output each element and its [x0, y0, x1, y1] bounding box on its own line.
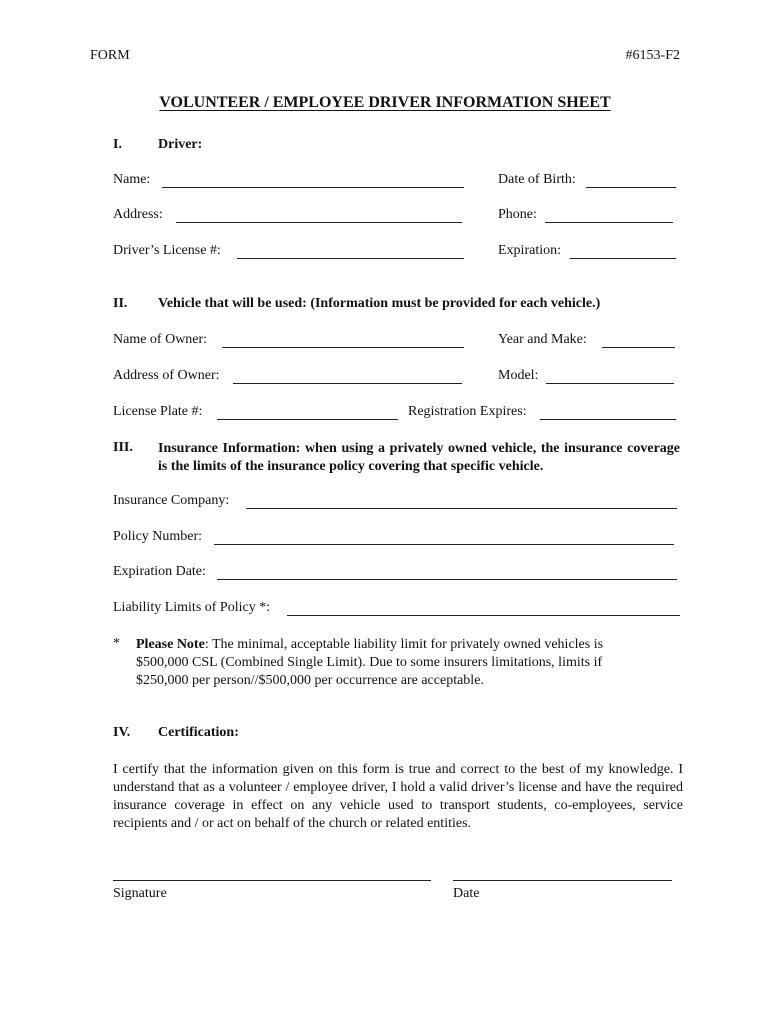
- section-4-numeral: IV.: [113, 725, 131, 740]
- year-make-field[interactable]: [602, 347, 675, 348]
- date-field[interactable]: [453, 880, 672, 881]
- section-1-heading: Driver:: [158, 137, 203, 152]
- owner-name-label: Name of Owner:: [113, 332, 208, 347]
- plate-label: License Plate #:: [113, 404, 203, 419]
- license-label: Driver’s License #:: [113, 243, 221, 258]
- section-3-numeral: III.: [113, 440, 133, 455]
- owner-name-field[interactable]: [222, 347, 464, 348]
- dob-field[interactable]: [586, 187, 676, 188]
- address-field[interactable]: [176, 222, 462, 223]
- expiration-label: Expiration:: [498, 243, 561, 258]
- please-note-label: Please Note: [136, 637, 205, 652]
- note-asterisk: *: [113, 636, 120, 651]
- owner-address-label: Address of Owner:: [113, 368, 220, 383]
- name-label: Name:: [113, 172, 151, 187]
- date-label: Date: [453, 886, 480, 901]
- dob-label: Date of Birth:: [498, 172, 576, 187]
- policy-number-label: Policy Number:: [113, 529, 203, 544]
- section-2-heading: Vehicle that will be used: (Information must be provided for each vehicle.): [158, 296, 601, 311]
- certification-text: I certify that the information given on this form is true and correct to the best of my knowledge. I understand that as a volunteer / employee driver, I hold a valid driver’s license and have the required insurance coverage in effect on any vehicle used to transport students, co-employees, service recipients and / or act on behalf of the church or related entities.: [113, 762, 683, 831]
- form-label: FORM: [90, 48, 130, 63]
- please-note-text: : The minimal, acceptable liability limit for privately owned vehicles is $500,000 CSL (Combined Single Limit). Due to some insurers limitations, limits if $250,000 per person//$500,000 per occurrence are acceptable.: [136, 637, 604, 688]
- liability-field[interactable]: [287, 615, 680, 616]
- insurance-company-field[interactable]: [246, 508, 677, 509]
- insurance-expiration-label: Expiration Date:: [113, 564, 206, 579]
- model-field[interactable]: [546, 383, 674, 384]
- insurance-expiration-field[interactable]: [217, 579, 677, 580]
- license-field[interactable]: [237, 258, 464, 259]
- year-make-label: Year and Make:: [498, 332, 587, 347]
- section-1-numeral: I.: [113, 137, 122, 152]
- liability-label: Liability Limits of Policy *:: [113, 600, 271, 615]
- name-field[interactable]: [162, 187, 464, 188]
- address-label: Address:: [113, 207, 163, 222]
- model-label: Model:: [498, 368, 539, 383]
- signature-field[interactable]: [113, 880, 431, 881]
- form-number: #6153-F2: [625, 48, 680, 63]
- policy-number-field[interactable]: [214, 544, 674, 545]
- owner-address-field[interactable]: [233, 383, 462, 384]
- plate-field[interactable]: [217, 419, 398, 420]
- section-4-heading: Certification:: [158, 725, 239, 740]
- phone-field[interactable]: [545, 222, 673, 223]
- insurance-company-label: Insurance Company:: [113, 493, 230, 508]
- registration-label: Registration Expires:: [408, 404, 527, 419]
- page-title: VOLUNTEER / EMPLOYEE DRIVER INFORMATION SHEET: [159, 94, 611, 111]
- phone-label: Phone:: [498, 207, 537, 222]
- please-note: [136, 636, 656, 690]
- section-3-heading: Insurance Information: when using a privately owned vehicle, the insurance coverage is the limits of the insurance policy covering that specific vehicle.: [158, 441, 680, 474]
- expiration-field[interactable]: [570, 258, 676, 259]
- section-2-numeral: II.: [113, 296, 128, 311]
- signature-label: Signature: [113, 886, 167, 901]
- registration-field[interactable]: [540, 419, 676, 420]
